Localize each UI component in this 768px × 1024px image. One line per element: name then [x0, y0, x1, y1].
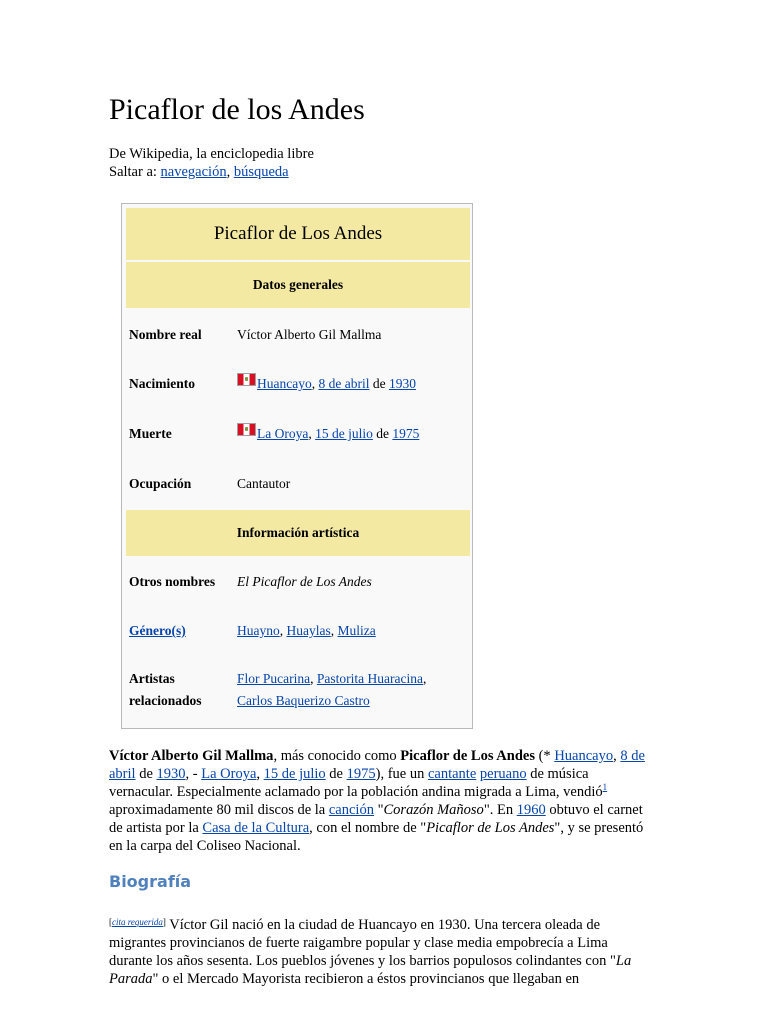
text: ". En	[483, 802, 517, 818]
song-title: Corazón Mañoso	[383, 802, 484, 818]
text: , -	[185, 766, 202, 782]
infobox-section-general: Datos generales	[126, 262, 470, 308]
infobox	[121, 203, 473, 729]
text: " o el Mercado Mayorista recibieron a éstos provincianos que llegaban en	[152, 971, 580, 987]
birth-place-link[interactable]: Huancayo	[257, 376, 312, 391]
genre-link[interactable]: Huaylas	[286, 623, 331, 638]
row-value: Huancayo, 8 de abril de 1930	[233, 373, 470, 395]
text: , con el nombre de "	[309, 820, 427, 836]
site-subtitle: De Wikipedia, la enciclopedia libre	[109, 146, 314, 162]
death-place-link[interactable]: La Oroya	[257, 426, 309, 441]
row-label: Muerte	[129, 426, 172, 441]
artist-link[interactable]: Pastorita Huaracina	[316, 671, 423, 686]
row-value: Víctor Alberto Gil Mallma	[237, 327, 382, 342]
row-value: Cantautor	[237, 476, 291, 491]
row-label: Otros nombres	[129, 574, 216, 589]
link-year[interactable]: 1960	[516, 802, 546, 818]
jump-navigation-link[interactable]: navegación	[160, 164, 227, 180]
link-year[interactable]: 1975	[346, 766, 376, 782]
bracket: ]	[162, 917, 166, 927]
genero-label-link[interactable]: Género(s)	[129, 623, 186, 638]
infobox-row-genero	[126, 607, 470, 655]
link-date[interactable]: 8 de abril	[109, 748, 645, 782]
link-oroya[interactable]: La Oroya	[201, 766, 257, 782]
row-value: Flor Pucarina, Pastorita Huaracina, Carlos Baquerizo Castro	[237, 671, 427, 708]
artist-link[interactable]: Flor Pucarina	[237, 671, 311, 686]
text: (*	[534, 748, 555, 764]
link-cantante[interactable]: cantante	[427, 766, 477, 782]
peru-flag-icon	[237, 423, 256, 436]
jump-search-link[interactable]: búsqueda	[233, 164, 289, 180]
row-value: El Picaflor de Los Andes	[237, 574, 372, 589]
text: ,	[256, 766, 264, 782]
jump-links	[109, 163, 289, 181]
infobox-row-artistas	[126, 666, 470, 714]
row-value: La Oroya, 15 de julio de 1975	[233, 423, 470, 445]
biografia-paragraph	[109, 913, 649, 988]
infobox-section-artistic: Información artística	[126, 510, 470, 556]
artist-link[interactable]: Carlos Baquerizo Castro	[237, 693, 370, 708]
text: ", y se presentó en la carpa del Coliseo Nacional.	[109, 820, 644, 854]
text: de	[135, 766, 157, 782]
link-huancayo[interactable]: Huancayo	[554, 748, 614, 764]
link-date[interactable]: 15 de julio	[263, 766, 326, 782]
link-cancion[interactable]: canción	[328, 802, 374, 818]
italic-alias: Picaflor de Los Andes	[426, 820, 555, 836]
infobox-row-ocupacion	[126, 460, 470, 508]
citation-needed	[109, 917, 166, 927]
text: , más conocido como	[273, 748, 401, 764]
link-peruano[interactable]: peruano	[479, 766, 527, 782]
de-text: de	[376, 426, 389, 441]
link-year[interactable]: 1930	[156, 766, 186, 782]
row-label: Nacimiento	[129, 376, 195, 391]
bold-name: Víctor Alberto Gil Mallma	[109, 748, 274, 764]
row-label: Ocupación	[129, 476, 192, 491]
row-label	[126, 668, 233, 712]
text: de música vernacular. Especialmente aclamado por la población andina migrada a Lima, vendió	[109, 766, 603, 800]
genre-link[interactable]: Huayno	[237, 623, 280, 638]
text: de	[325, 766, 347, 782]
section-heading-biografia: Biografía	[109, 872, 192, 891]
genre-link[interactable]: Muliza	[337, 623, 376, 638]
text: Víctor Gil nació en la ciudad de Huancayo en 1930. Una tercera oleada de migrantes provincianos de fuerte raigambre popular y clase media empobrecía a Lima durante los años sesenta. Los pueblos jóvenes y los barrios populosos colindantes con "	[109, 917, 616, 969]
peru-flag-icon	[237, 373, 256, 386]
bold-alias: Picaflor de Los Andes	[400, 748, 535, 764]
text: obtuvo el carnet de artista por la	[109, 802, 643, 836]
infobox-row-muerte	[126, 410, 470, 458]
death-date-link[interactable]: 15 de julio	[315, 426, 373, 441]
infobox-row-nombre-real	[126, 311, 470, 359]
de-text: de	[372, 376, 386, 391]
birth-year-link[interactable]: 1930	[388, 376, 416, 391]
row-value: Huayno, Huaylas, Muliza	[237, 623, 376, 638]
birth-date-link[interactable]: 8 de abril	[318, 376, 370, 391]
intro-paragraph	[109, 747, 649, 855]
infobox-title: Picaflor de Los Andes	[126, 208, 470, 260]
jump-label: Saltar a:	[109, 164, 157, 180]
text: ,	[613, 748, 617, 764]
label-line: relacionados	[129, 693, 202, 708]
row-label: Nombre real	[129, 327, 202, 342]
text: aproximadamente 80 mil discos de la	[109, 802, 329, 818]
row-label	[126, 620, 233, 642]
link-casa-cultura[interactable]: Casa de la Cultura	[202, 820, 310, 836]
death-year-link[interactable]: 1975	[392, 426, 420, 441]
text: "	[373, 802, 384, 818]
citation-needed-link[interactable]: cita requerida	[112, 917, 163, 927]
reference-link[interactable]: 1	[602, 782, 608, 793]
label-line: Artistas	[129, 671, 175, 686]
jump-separator: ,	[226, 164, 231, 180]
text: ), fue un	[375, 766, 428, 782]
page-title: Picaflor de los Andes	[109, 93, 365, 126]
italic-parada: La Parada	[109, 953, 632, 987]
infobox-row-otros-nombres	[126, 558, 470, 606]
infobox-row-nacimiento	[126, 360, 470, 408]
bracket: [	[109, 917, 112, 927]
